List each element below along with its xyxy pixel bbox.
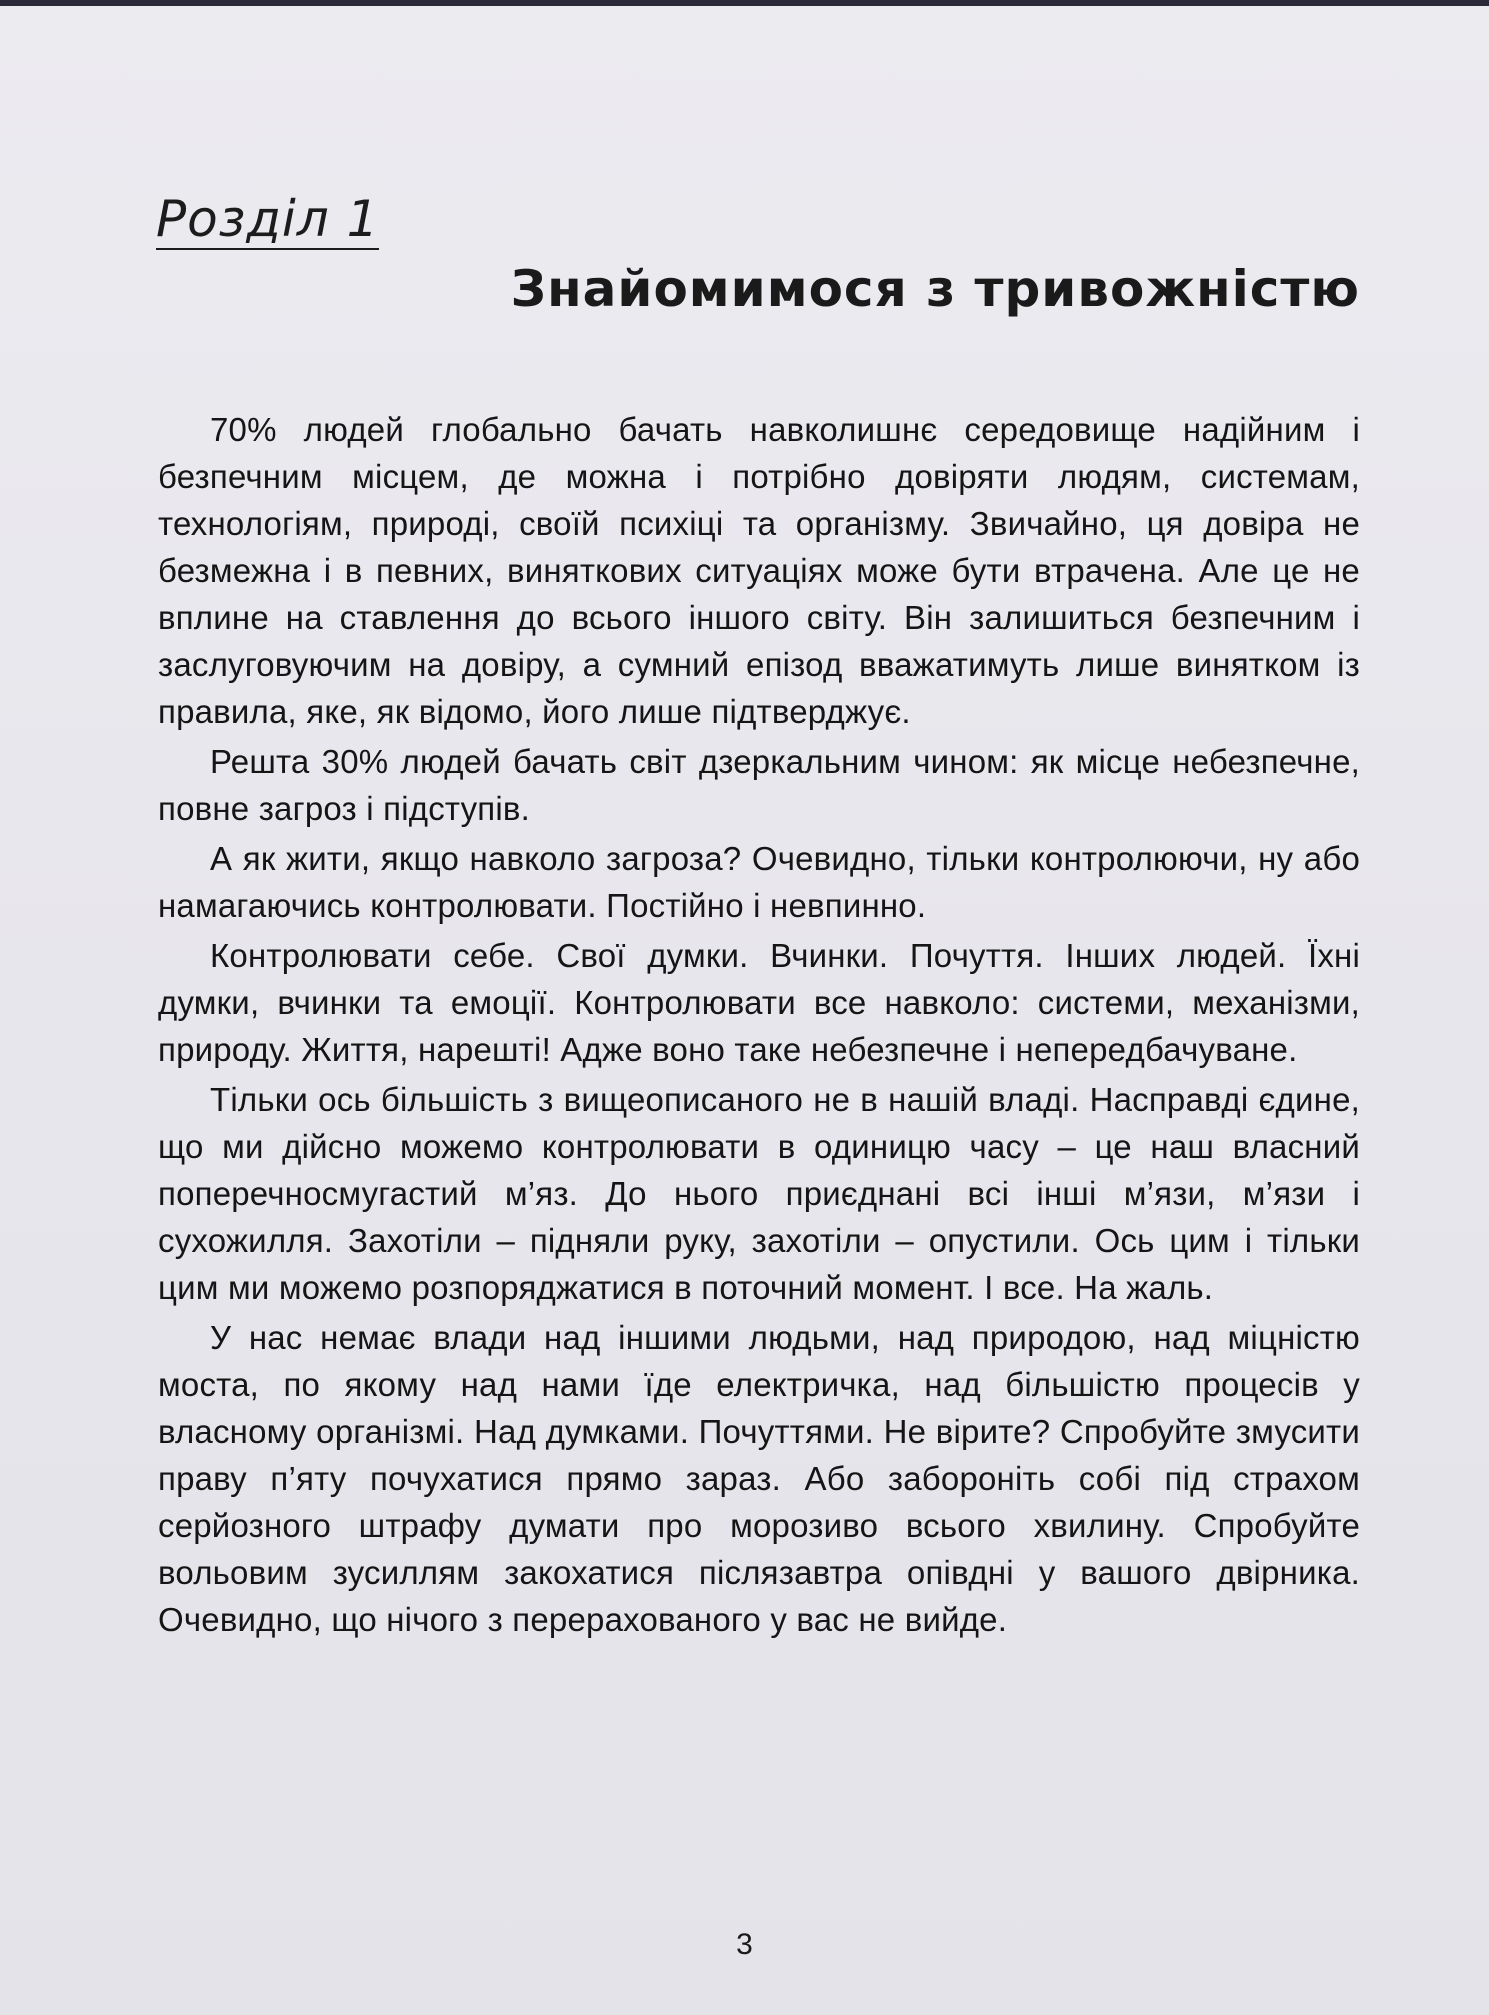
chapter-label: Розділ 1: [156, 190, 380, 248]
paragraph: У нас немає влади над іншими людьми, над природою, над міцністю моста, по якому над нами їде електричка, над більшістю процесів у власному організмі. Над думками. Почуттями. Не вірите? Спробуйте змусити праву п’яту почухатися прямо зараз. Або забороніть собі під страхом серйозного штрафу думати про морозиво всього хвилину. Спробуйте вольовим зусиллям закохатися післязавтра опівдні у вашого двірника. Очевидно, що нічого з перерахованого у вас не вийде.: [158, 1319, 1360, 1638]
paragraph: Решта 30% людей бачать світ дзеркальним чином: як місце небезпечне, повне загроз і підступів.: [158, 743, 1360, 827]
chapter-title: Знайомимося з тривожністю: [510, 260, 1360, 318]
paragraph: Тільки ось більшість з вищеописаного не в нашій владі. Насправді єдине, що ми дійсно можемо контролювати в одиницю часу – це наш власний поперечносмугастий м’яз. До нього приєднані всі інші м’язи, м’язи і сухожилля. Захотіли – підняли руку, захотіли – опустили. Ось цим і тільки цим ми можемо розпоряджатися в поточний момент. І все. На жаль.: [158, 1081, 1360, 1306]
page-number: 3: [736, 1928, 753, 1961]
paragraph: 70% людей глобально бачать навколишнє середовище надійним і безпечним місцем, де можна і потрібно довіряти людям, системам, технологіям, природі, своїй психіці та організму. Звичайно, ця довіра не безмежна і в певних, виняткових ситуаціях може бути втрачена. Але це не вплине на ставлення до всього іншого світу. Він залишиться безпечним і заслуговуючим на довіру, а сумний епізод вважатимуть лише винятком із правила, яке, як відомо, його лише підтверджує.: [158, 411, 1360, 730]
body-text: [158, 406, 1360, 1646]
book-page: [0, 6, 1489, 2015]
paragraph: Контролювати себе. Свої думки. Вчинки. Почуття. Інших людей. Їхні думки, вчинки та емоції. Контролювати все навколо: системи, механізми, природу. Життя, нарешті! Адже воно таке небезпечне і непередбачуване.: [158, 937, 1360, 1068]
paragraph: А як жити, якщо навколо загроза? Очевидно, тільки контролюючи, ну або намагаючись контролювати. Постійно і невпинно.: [158, 840, 1360, 924]
